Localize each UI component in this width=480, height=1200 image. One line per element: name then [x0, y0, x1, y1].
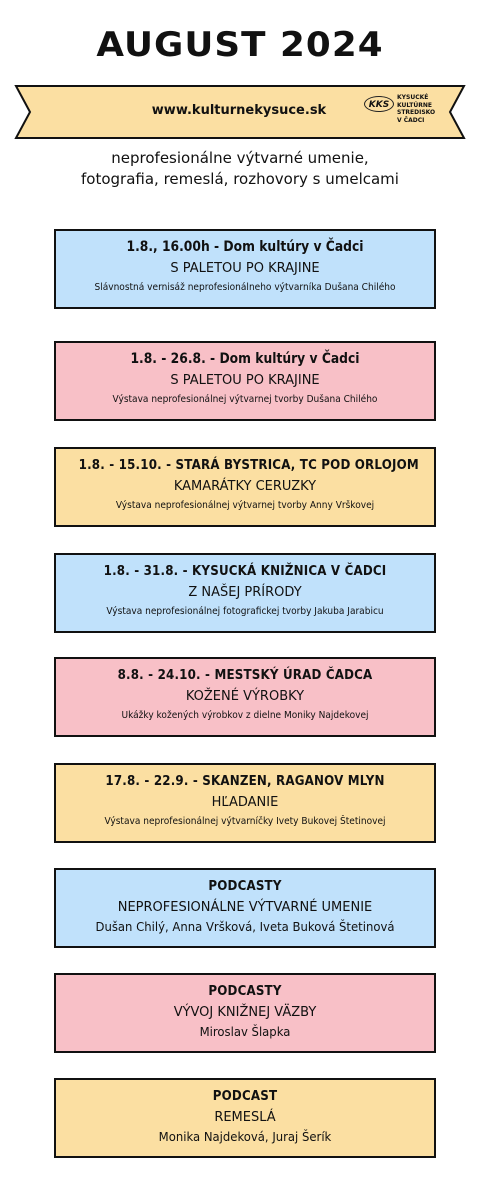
logo-line: KYSUCKÉ	[397, 94, 429, 101]
event-title: 1.8. - 26.8. - Dom kultúry v Čadci	[130, 351, 360, 367]
event-card	[54, 763, 436, 843]
event-title: 1.8., 16.00h - Dom kultúry v Čadci	[126, 239, 364, 255]
event-title: 17.8. - 22.9. - SKANZEN, RAGANOV MLYN	[105, 773, 385, 789]
page-title: AUGUST 2024	[96, 25, 384, 65]
event-name: KAMARÁTKY CERUZKY	[173, 479, 317, 494]
event-description: Výstava neprofesionálnej fotografickej tvorby Jakuba Jarabicu	[106, 606, 384, 617]
event-description: Výstava neprofesionálnej výtvarníčky Ivety Bukovej Štetinovej	[104, 816, 386, 827]
event-name: Z NAŠEJ PRÍRODY	[188, 585, 302, 600]
event-name: HĽADANIE	[211, 795, 279, 810]
kks-logo	[364, 94, 444, 134]
event-name: S PALETOU PO KRAJINE	[170, 373, 320, 388]
event-title: PODCAST	[212, 1088, 278, 1104]
event-description: Miroslav Šlapka	[199, 1025, 291, 1039]
logo-line: STREDISKO	[397, 109, 436, 116]
event-title: 1.8. - 15.10. - STARÁ BYSTRICA, TC POD ORLOJOM	[78, 457, 419, 473]
event-card	[54, 229, 436, 309]
event-card	[54, 447, 436, 527]
event-title: PODCASTY	[208, 983, 282, 999]
event-card	[54, 553, 436, 633]
event-title: 1.8. - 31.8. - KYSUCKÁ KNIŽNICA V ČADCI	[103, 563, 387, 579]
event-card	[54, 1078, 436, 1158]
ribbon-banner	[14, 84, 466, 140]
event-title: PODCASTY	[208, 878, 282, 894]
logo-text	[397, 94, 457, 124]
event-name: VÝVOJ KNIŽNEJ VÄZBY	[173, 1005, 317, 1020]
event-name: KOŽENÉ VÝROBKY	[185, 689, 305, 704]
event-name: REMESLÁ	[214, 1110, 276, 1125]
logo-line: KULTÚRNE	[397, 101, 432, 109]
event-description: Monika Najdeková, Juraj Šerík	[158, 1130, 332, 1144]
subtitle-line: fotografia, remeslá, rozhovory s umelcami	[81, 170, 399, 188]
event-card	[54, 868, 436, 948]
event-description: Výstava neprofesionálnej výtvarnej tvorby Dušana Chilého	[112, 394, 378, 405]
logo-mark: KKS	[364, 96, 394, 112]
event-description: Slávnostná vernisáž neprofesionálneho výtvarníka Dušana Chilého	[94, 282, 396, 293]
event-description: Dušan Chilý, Anna Vršková, Iveta Buková Štetinová	[95, 920, 395, 934]
event-title: 8.8. - 24.10. - MESTSKÝ ÚRAD ČADCA	[117, 667, 373, 683]
website-link[interactable]: www.kulturnekysuce.sk	[151, 103, 327, 118]
subtitle-line: neprofesionálne výtvarné umenie,	[111, 149, 369, 167]
event-card	[54, 341, 436, 421]
event-card	[54, 657, 436, 737]
event-card	[54, 973, 436, 1053]
event-description: Výstava neprofesionálnej výtvarnej tvorby Anny Vrškovej	[115, 500, 375, 511]
event-description: Ukážky kožených výrobkov z dielne Moniky Najdekovej	[121, 710, 369, 721]
logo-line: V ČADCI	[397, 116, 425, 124]
event-name: NEPROFESIONÁLNE VÝTVARNÉ UMENIE	[117, 900, 373, 915]
subtitle	[0, 148, 480, 190]
event-name: S PALETOU PO KRAJINE	[170, 261, 320, 276]
